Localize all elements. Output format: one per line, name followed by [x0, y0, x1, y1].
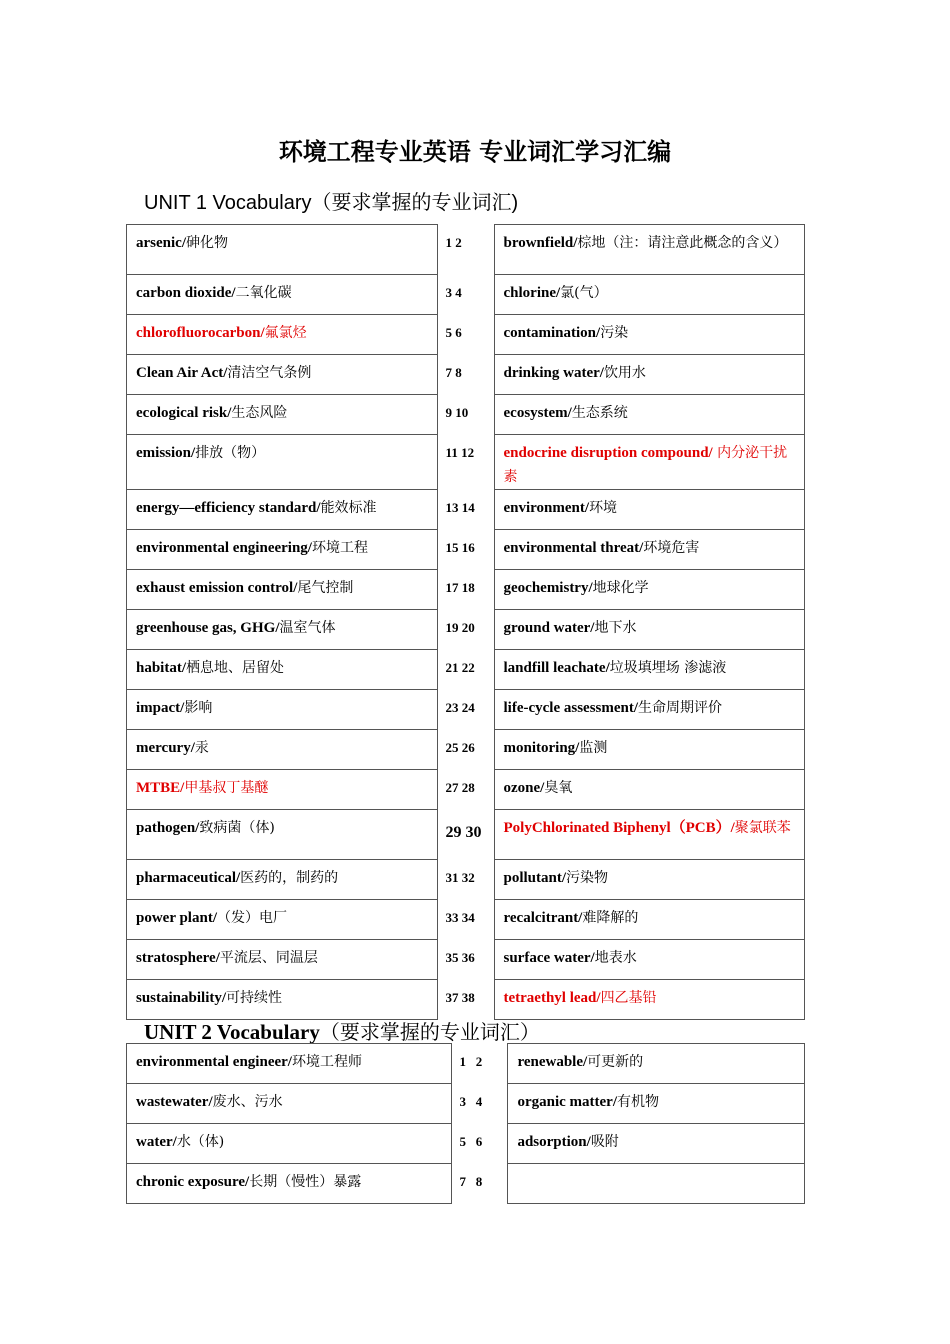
term-right: monitoring/监测 — [494, 730, 805, 770]
table-row — [127, 940, 805, 980]
table-row — [127, 1164, 805, 1204]
table-row — [127, 770, 805, 810]
unit2-heading — [144, 1016, 540, 1045]
term-left: environmental engineer/环境工程师 — [127, 1044, 452, 1084]
table-row — [127, 1084, 805, 1124]
table-row — [127, 1124, 805, 1164]
term-left: pathogen/致病菌（体) — [127, 810, 438, 860]
term-right: environmental threat/环境危害 — [494, 530, 805, 570]
table-row — [127, 315, 805, 355]
term-left: wastewater/废水、污水 — [127, 1084, 452, 1124]
table-row — [127, 275, 805, 315]
page-title: 环境工程专业英语 专业词汇学习汇编 — [278, 138, 672, 166]
term-right: environment/环境 — [494, 490, 805, 530]
term-left: emission/排放（物） — [127, 435, 438, 490]
row-numbers: 21 22 — [445, 659, 475, 675]
term-left: pharmaceutical/医药的，制药的 — [127, 860, 438, 900]
unit1-vocabulary-table — [126, 224, 805, 1020]
table-row — [127, 395, 805, 435]
row-numbers: 1 2 — [445, 234, 462, 250]
term-right: PolyChlorinated Biphenyl（PCB）/聚氯联苯 — [494, 810, 805, 860]
term-left: habitat/栖息地、居留处 — [127, 650, 438, 690]
term-left: water/水（体) — [127, 1124, 452, 1164]
row-numbers: 17 18 — [445, 579, 475, 595]
term-right: ozone/臭氧 — [494, 770, 805, 810]
term-left: greenhouse gas, GHG/温室气体 — [127, 610, 438, 650]
table-row — [127, 610, 805, 650]
row-numbers: 13 14 — [445, 499, 475, 515]
row-numbers: 5 6 — [459, 1133, 483, 1149]
row-numbers: 35 36 — [445, 949, 475, 965]
term-left: exhaust emission control/尾气控制 — [127, 570, 438, 610]
row-numbers: 23 24 — [445, 699, 475, 715]
row-numbers: 37 38 — [445, 989, 475, 1005]
term-left: ecological risk/生态风险 — [127, 395, 438, 435]
row-numbers: 31 32 — [445, 869, 475, 885]
table-row — [127, 650, 805, 690]
row-numbers: 9 10 — [445, 404, 469, 420]
table-row — [127, 355, 805, 395]
table-row — [127, 530, 805, 570]
term-right: tetraethyl lead/四乙基铅 — [494, 980, 805, 1020]
term-left: arsenic/砷化物 — [127, 225, 438, 275]
term-right: surface water/地表水 — [494, 940, 805, 980]
term-right: pollutant/污染物 — [494, 860, 805, 900]
term-right: geochemistry/地球化学 — [494, 570, 805, 610]
term-right: organic matter/有机物 — [508, 1084, 805, 1124]
term-right: ecosystem/生态系统 — [494, 395, 805, 435]
term-right: ground water/地下水 — [494, 610, 805, 650]
row-numbers: 27 28 — [445, 779, 475, 795]
unit2-vocabulary-table — [126, 1043, 805, 1204]
term-left: Clean Air Act/清洁空气条例 — [127, 355, 438, 395]
term-right: brownfield/棕地（注：请注意此概念的含义） — [494, 225, 805, 275]
row-numbers: 1 2 — [459, 1053, 483, 1069]
row-numbers: 3 4 — [445, 284, 462, 300]
table-row — [127, 1044, 805, 1084]
term-left: chronic exposure/长期（慢性）暴露 — [127, 1164, 452, 1204]
row-numbers: 25 26 — [445, 739, 475, 755]
table-row — [127, 900, 805, 940]
row-numbers: 7 8 — [459, 1173, 483, 1189]
term-left: sustainability/可持续性 — [127, 980, 438, 1020]
table-row — [127, 860, 805, 900]
table-row — [127, 690, 805, 730]
term-right: contamination/污染 — [494, 315, 805, 355]
row-numbers: 5 6 — [445, 324, 462, 340]
table-row — [127, 570, 805, 610]
row-numbers: 3 4 — [459, 1093, 483, 1109]
term-left: mercury/汞 — [127, 730, 438, 770]
term-right: drinking water/饮用水 — [494, 355, 805, 395]
row-numbers: 11 12 — [445, 444, 475, 460]
term-left: impact/影响 — [127, 690, 438, 730]
row-numbers: 7 8 — [445, 364, 462, 380]
table-row — [127, 730, 805, 770]
row-numbers: 15 16 — [445, 539, 475, 555]
term-left: carbon dioxide/二氧化碳 — [127, 275, 438, 315]
term-right: recalcitrant/难降解的 — [494, 900, 805, 940]
term-left: energy—efficiency standard/能效标准 — [127, 490, 438, 530]
row-numbers: 29 30 — [445, 823, 482, 841]
term-left: environmental engineering/环境工程 — [127, 530, 438, 570]
term-right: life-cycle assessment/生命周期评价 — [494, 690, 805, 730]
term-right: renewable/可更新的 — [508, 1044, 805, 1084]
unit1-heading: UNIT 1 Vocabulary（要求掌握的专业词汇) — [144, 192, 519, 214]
term-right: adsorption/吸附 — [508, 1124, 805, 1164]
table-row — [127, 810, 805, 860]
term-left: stratosphere/平流层、同温层 — [127, 940, 438, 980]
term-right: landfill leachate/垃圾填埋场 渗滤液 — [494, 650, 805, 690]
term-right — [508, 1164, 805, 1204]
table-row — [127, 225, 805, 275]
table-row — [127, 980, 805, 1020]
term-left: MTBE/甲基叔丁基醚 — [127, 770, 438, 810]
table-row — [127, 435, 805, 490]
row-numbers: 19 20 — [445, 619, 475, 635]
row-numbers: 33 34 — [445, 909, 475, 925]
unit2-heading-cn: （要求掌握的专业词汇） — [319, 1020, 540, 1044]
table-row — [127, 490, 805, 530]
unit2-heading-en: UNIT 2 Vocabulary — [144, 1020, 320, 1044]
term-left: power plant/（发）电厂 — [127, 900, 438, 940]
term-left: chlorofluorocarbon/氟氯烃 — [127, 315, 438, 355]
term-right: chlorine/氯(气） — [494, 275, 805, 315]
term-right: endocrine disruption compound/ 内分泌干扰素 — [494, 435, 805, 490]
